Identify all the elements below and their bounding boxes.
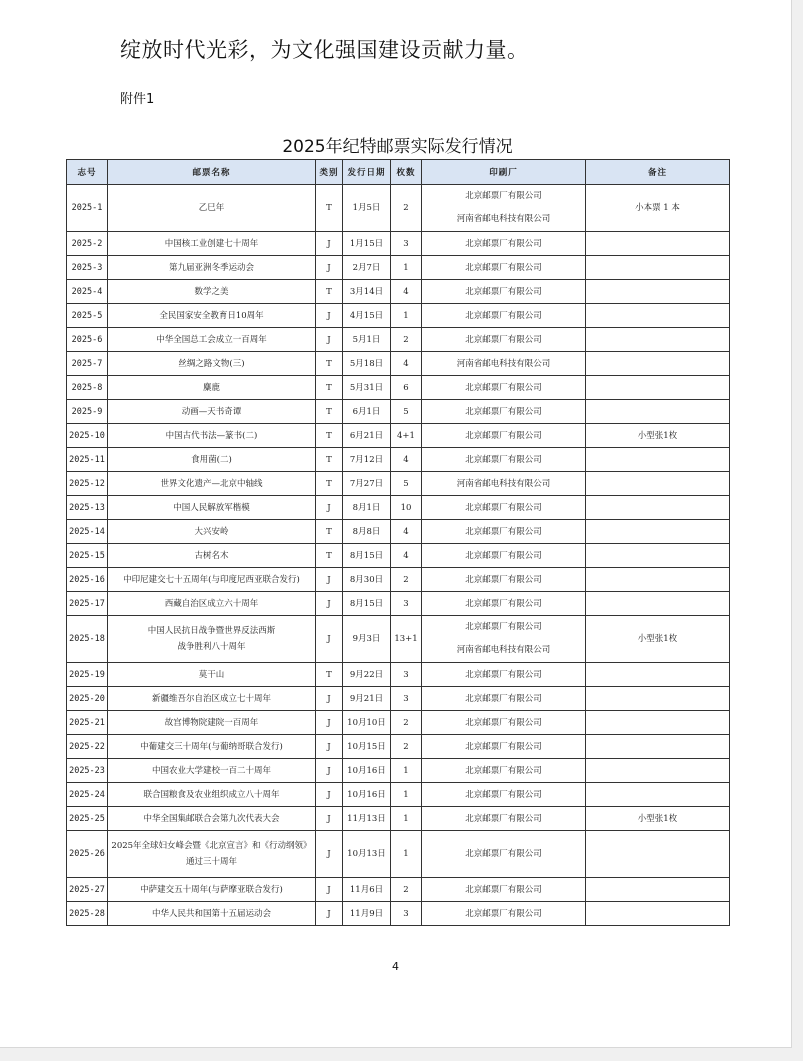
cell-date: 11月13日 — [343, 807, 391, 831]
stamp-issue-table — [66, 159, 730, 926]
stamp-name-line: 通过三十周年 — [185, 857, 237, 867]
table-row — [67, 304, 730, 328]
cell-count: 1 — [391, 304, 422, 328]
cell-date: 7月27日 — [343, 472, 391, 496]
cell-code: 2025-7 — [67, 352, 108, 376]
attachment-label: 附件1 — [120, 92, 155, 107]
cell-note — [586, 520, 730, 544]
printer-line: 北京邮票厂有限公司 — [465, 693, 542, 704]
table-row — [67, 472, 730, 496]
cell-note — [586, 400, 730, 424]
stamp-name-line: 麋鹿 — [202, 382, 220, 393]
cell-category: T — [316, 520, 343, 544]
cell-category: J — [316, 711, 343, 735]
cell-date: 10月10日 — [343, 711, 391, 735]
header-date: 发行日期 — [343, 160, 391, 185]
cell-date: 3月14日 — [343, 280, 391, 304]
header-printer: 印刷厂 — [422, 160, 586, 185]
printer-line: 北京邮票厂有限公司 — [465, 286, 542, 297]
stamp-name-line: 中国核工业创建七十周年 — [164, 238, 259, 249]
stamp-name-line: 故宫博物院建院一百周年 — [164, 717, 259, 728]
cell-code: 2025-24 — [67, 783, 108, 807]
table-row — [67, 592, 730, 616]
cell-note — [586, 759, 730, 783]
cell-name — [108, 496, 316, 520]
cell-printer — [422, 256, 586, 280]
stamp-name-line: 战争胜利八十周年 — [177, 642, 246, 652]
table-row — [67, 448, 730, 472]
cell-date: 1月15日 — [343, 232, 391, 256]
cell-note — [586, 304, 730, 328]
table-row — [67, 400, 730, 424]
cell-count: 1 — [391, 783, 422, 807]
cell-name — [108, 232, 316, 256]
cell-printer — [422, 448, 586, 472]
table-row — [67, 759, 730, 783]
cell-code: 2025-13 — [67, 496, 108, 520]
printer-line: 北京邮票厂有限公司 — [465, 741, 542, 752]
stamp-name-line: 中华全国总工会成立一百周年 — [156, 334, 267, 345]
cell-count: 2 — [391, 878, 422, 902]
cell-category: J — [316, 496, 343, 520]
cell-name — [108, 376, 316, 400]
cell-category: T — [316, 448, 343, 472]
stamp-name-line: 联合国粮食及农业组织成立八十周年 — [143, 789, 280, 800]
cell-category: J — [316, 783, 343, 807]
header-code: 志号 — [67, 160, 108, 185]
stamp-name-line: 古树名木 — [194, 550, 229, 561]
table-row — [67, 735, 730, 759]
cell-date: 9月3日 — [343, 616, 391, 663]
table-row — [67, 807, 730, 831]
cell-category: J — [316, 256, 343, 280]
cell-code: 2025-2 — [67, 232, 108, 256]
cell-code: 2025-14 — [67, 520, 108, 544]
cell-date: 10月15日 — [343, 735, 391, 759]
cell-note — [586, 783, 730, 807]
cell-code: 2025-4 — [67, 280, 108, 304]
cell-note — [586, 663, 730, 687]
cell-name — [108, 328, 316, 352]
cell-date: 8月15日 — [343, 544, 391, 568]
cell-printer — [422, 496, 586, 520]
cell-note — [586, 711, 730, 735]
stamp-name-line: 世界文化遗产—北京中轴线 — [160, 478, 263, 489]
intro-line: 绽放时代光彩，为文化强国建设贡献力量。 — [120, 38, 529, 62]
cell-name — [108, 592, 316, 616]
cell-category: J — [316, 328, 343, 352]
cell-printer — [422, 232, 586, 256]
table-row — [67, 663, 730, 687]
cell-count: 4 — [391, 280, 422, 304]
cell-name — [108, 616, 316, 663]
cell-code: 2025-5 — [67, 304, 108, 328]
cell-note — [586, 472, 730, 496]
cell-printer — [422, 328, 586, 352]
cell-printer — [422, 831, 586, 878]
cell-printer — [422, 759, 586, 783]
cell-code: 2025-9 — [67, 400, 108, 424]
cell-name — [108, 352, 316, 376]
cell-date: 5月31日 — [343, 376, 391, 400]
printer-line: 北京邮票厂有限公司 — [465, 238, 542, 249]
cell-date: 9月22日 — [343, 663, 391, 687]
table-row — [67, 280, 730, 304]
cell-note — [586, 448, 730, 472]
window-scrollbar[interactable] — [793, 0, 803, 1061]
cell-note — [586, 568, 730, 592]
cell-code: 2025-3 — [67, 256, 108, 280]
cell-count: 2 — [391, 711, 422, 735]
printer-line: 北京邮票厂有限公司 — [465, 526, 542, 537]
printer-line: 北京邮票厂有限公司 — [465, 406, 542, 417]
cell-count: 1 — [391, 256, 422, 280]
cell-name — [108, 711, 316, 735]
cell-name — [108, 256, 316, 280]
cell-printer — [422, 735, 586, 759]
cell-name — [108, 472, 316, 496]
cell-count: 2 — [391, 568, 422, 592]
cell-printer — [422, 376, 586, 400]
cell-name — [108, 807, 316, 831]
cell-count: 4 — [391, 352, 422, 376]
cell-code: 2025-11 — [67, 448, 108, 472]
cell-name — [108, 280, 316, 304]
table-body — [67, 185, 730, 926]
printer-line: 河南省邮电科技有限公司 — [456, 358, 551, 369]
cell-printer — [422, 592, 586, 616]
printer-line: 北京邮票厂有限公司 — [465, 669, 542, 680]
cell-count: 10 — [391, 496, 422, 520]
printer-line: 北京邮票厂有限公司 — [465, 813, 542, 824]
printer-line: 河南省邮电科技有限公司 — [456, 214, 551, 224]
table-row — [67, 878, 730, 902]
cell-count: 4 — [391, 544, 422, 568]
cell-date: 1月5日 — [343, 185, 391, 232]
cell-code: 2025-28 — [67, 902, 108, 926]
cell-date: 10月16日 — [343, 783, 391, 807]
cell-count: 3 — [391, 663, 422, 687]
cell-count: 2 — [391, 328, 422, 352]
printer-line: 北京邮票厂有限公司 — [465, 908, 542, 919]
table-row — [67, 831, 730, 878]
cell-note: 小本票 1 本 — [586, 185, 730, 232]
cell-category: T — [316, 185, 343, 232]
cell-count: 1 — [391, 759, 422, 783]
cell-note — [586, 496, 730, 520]
cell-date: 8月30日 — [343, 568, 391, 592]
cell-date: 5月18日 — [343, 352, 391, 376]
cell-category: T — [316, 376, 343, 400]
cell-note — [586, 328, 730, 352]
cell-printer — [422, 400, 586, 424]
cell-name — [108, 878, 316, 902]
header-note: 备注 — [586, 160, 730, 185]
stamp-name-line: 数学之美 — [194, 286, 229, 297]
printer-line: 北京邮票厂有限公司 — [465, 454, 542, 465]
cell-note: 小型张1枚 — [586, 424, 730, 448]
cell-category: T — [316, 352, 343, 376]
stamp-name-line: 丝绸之路文物(三) — [178, 358, 245, 369]
table-row — [67, 902, 730, 926]
cell-note — [586, 376, 730, 400]
cell-note: 小型张1枚 — [586, 616, 730, 663]
cell-category: J — [316, 878, 343, 902]
cell-date: 10月13日 — [343, 831, 391, 878]
printer-line: 北京邮票厂有限公司 — [465, 430, 542, 441]
printer-line: 北京邮票厂有限公司 — [465, 789, 542, 800]
stamp-name-line: 全民国家安全教育日10周年 — [159, 310, 264, 321]
cell-printer — [422, 568, 586, 592]
table-row — [67, 185, 730, 232]
printer-line: 河南省邮电科技有限公司 — [456, 645, 551, 655]
cell-name — [108, 544, 316, 568]
cell-count: 3 — [391, 592, 422, 616]
table-row — [67, 496, 730, 520]
cell-count: 6 — [391, 376, 422, 400]
cell-note — [586, 902, 730, 926]
cell-printer — [422, 280, 586, 304]
cell-printer — [422, 687, 586, 711]
cell-code: 2025-21 — [67, 711, 108, 735]
cell-printer — [422, 472, 586, 496]
table-row — [67, 616, 730, 663]
printer-line: 北京邮票厂有限公司 — [465, 262, 542, 273]
cell-category: J — [316, 568, 343, 592]
cell-date: 2月7日 — [343, 256, 391, 280]
cell-code: 2025-10 — [67, 424, 108, 448]
table-row — [67, 376, 730, 400]
cell-code: 2025-8 — [67, 376, 108, 400]
stamp-name-line: 中印尼建交七十五周年(与印度尼西亚联合发行) — [123, 574, 300, 585]
printer-line: 北京邮票厂有限公司 — [465, 884, 542, 895]
cell-note — [586, 232, 730, 256]
stamp-name-line: 中萨建交五十周年(与萨摩亚联合发行) — [140, 884, 283, 895]
stamp-name-line: 新疆维吾尔自治区成立七十周年 — [151, 693, 271, 704]
cell-date: 7月12日 — [343, 448, 391, 472]
cell-printer — [422, 352, 586, 376]
cell-note — [586, 878, 730, 902]
printer-line: 北京邮票厂有限公司 — [465, 622, 542, 632]
cell-category: J — [316, 232, 343, 256]
cell-count: 2 — [391, 185, 422, 232]
cell-code: 2025-1 — [67, 185, 108, 232]
stamp-name-line: 中葡建交三十周年(与葡纳哥联合发行) — [140, 741, 283, 752]
cell-category: T — [316, 424, 343, 448]
cell-category: T — [316, 400, 343, 424]
header-category: 类别 — [316, 160, 343, 185]
table-row — [67, 544, 730, 568]
cell-code: 2025-18 — [67, 616, 108, 663]
cell-printer — [422, 663, 586, 687]
cell-note: 小型张1枚 — [586, 807, 730, 831]
stamp-name-line: 第九届亚洲冬季运动会 — [168, 262, 254, 273]
table-row — [67, 328, 730, 352]
printer-line: 北京邮票厂有限公司 — [465, 849, 542, 859]
cell-count: 3 — [391, 902, 422, 926]
stamp-name-line: 动画—天书奇谭 — [181, 406, 242, 417]
cell-count: 1 — [391, 831, 422, 878]
cell-category: T — [316, 663, 343, 687]
table-title: 2025年纪特邮票实际发行情况 — [282, 137, 513, 157]
cell-name — [108, 902, 316, 926]
cell-count: 4 — [391, 520, 422, 544]
cell-category: T — [316, 280, 343, 304]
cell-category: J — [316, 735, 343, 759]
cell-count: 4+1 — [391, 424, 422, 448]
cell-code: 2025-27 — [67, 878, 108, 902]
cell-date: 8月1日 — [343, 496, 391, 520]
cell-name — [108, 735, 316, 759]
cell-date: 5月1日 — [343, 328, 391, 352]
cell-date: 9月21日 — [343, 687, 391, 711]
cell-category: J — [316, 304, 343, 328]
cell-name — [108, 759, 316, 783]
cell-name — [108, 400, 316, 424]
cell-category: J — [316, 759, 343, 783]
cell-code: 2025-17 — [67, 592, 108, 616]
cell-name — [108, 687, 316, 711]
printer-line: 北京邮票厂有限公司 — [465, 550, 542, 561]
cell-category: J — [316, 831, 343, 878]
printer-line: 北京邮票厂有限公司 — [465, 191, 542, 201]
cell-name — [108, 663, 316, 687]
cell-name — [108, 185, 316, 232]
cell-note — [586, 592, 730, 616]
cell-date: 11月6日 — [343, 878, 391, 902]
cell-count: 1 — [391, 807, 422, 831]
cell-count: 5 — [391, 400, 422, 424]
cell-note — [586, 735, 730, 759]
printer-line: 北京邮票厂有限公司 — [465, 765, 542, 776]
stamp-name-line: 中国古代书法—篆书(二) — [165, 430, 258, 441]
cell-printer — [422, 185, 586, 232]
table-row — [67, 352, 730, 376]
stamp-name-line: 中国农业大学建校一百二十周年 — [151, 765, 271, 776]
cell-note — [586, 831, 730, 878]
cell-date: 6月1日 — [343, 400, 391, 424]
cell-date: 8月8日 — [343, 520, 391, 544]
stamp-name-line: 大兴安岭 — [194, 526, 229, 537]
cell-printer — [422, 783, 586, 807]
cell-name — [108, 568, 316, 592]
cell-code: 2025-12 — [67, 472, 108, 496]
cell-category: J — [316, 592, 343, 616]
stamp-name-line: 中华全国集邮联合会第九次代表大会 — [143, 813, 280, 824]
cell-printer — [422, 878, 586, 902]
cell-code: 2025-22 — [67, 735, 108, 759]
printer-line: 北京邮票厂有限公司 — [465, 598, 542, 609]
cell-printer — [422, 424, 586, 448]
stamp-name-line: 食用菌(二) — [191, 454, 232, 465]
cell-category: J — [316, 616, 343, 663]
cell-date: 4月15日 — [343, 304, 391, 328]
cell-note — [586, 256, 730, 280]
page-number: 4 — [392, 960, 399, 973]
cell-name — [108, 424, 316, 448]
table-header-row — [67, 160, 730, 185]
cell-count: 3 — [391, 232, 422, 256]
cell-name — [108, 304, 316, 328]
cell-code: 2025-16 — [67, 568, 108, 592]
cell-printer — [422, 616, 586, 663]
header-count: 枚数 — [391, 160, 422, 185]
cell-printer — [422, 807, 586, 831]
stamp-name-line: 乙巳年 — [198, 203, 225, 213]
table-row — [67, 568, 730, 592]
cell-count: 3 — [391, 687, 422, 711]
stamp-name-line: 2025年全球妇女峰会暨《北京宣言》和《行动纲领》 — [111, 841, 312, 851]
stamp-name-line: 中国人民解放军楷模 — [173, 502, 250, 513]
cell-note — [586, 687, 730, 711]
cell-category: J — [316, 902, 343, 926]
cell-code: 2025-19 — [67, 663, 108, 687]
table-row — [67, 424, 730, 448]
table-row — [67, 232, 730, 256]
header-name: 邮票名称 — [108, 160, 316, 185]
printer-line: 北京邮票厂有限公司 — [465, 717, 542, 728]
stamp-name-line: 西藏自治区成立六十周年 — [164, 598, 259, 609]
cell-code: 2025-25 — [67, 807, 108, 831]
stamp-name-line: 中华人民共和国第十五届运动会 — [151, 908, 271, 919]
cell-category: J — [316, 807, 343, 831]
cell-count: 5 — [391, 472, 422, 496]
cell-date: 11月9日 — [343, 902, 391, 926]
cell-count: 2 — [391, 735, 422, 759]
stamp-name-line: 中国人民抗日战争暨世界反法西斯 — [147, 626, 276, 636]
cell-name — [108, 448, 316, 472]
cell-code: 2025-23 — [67, 759, 108, 783]
cell-note — [586, 544, 730, 568]
cell-count: 4 — [391, 448, 422, 472]
cell-note — [586, 352, 730, 376]
printer-line: 北京邮票厂有限公司 — [465, 574, 542, 585]
cell-printer — [422, 902, 586, 926]
cell-code: 2025-15 — [67, 544, 108, 568]
cell-code: 2025-26 — [67, 831, 108, 878]
cell-count: 13+1 — [391, 616, 422, 663]
printer-line: 河南省邮电科技有限公司 — [456, 478, 551, 489]
printer-line: 北京邮票厂有限公司 — [465, 502, 542, 513]
cell-category: T — [316, 544, 343, 568]
printer-line: 北京邮票厂有限公司 — [465, 382, 542, 393]
cell-printer — [422, 544, 586, 568]
printer-line: 北京邮票厂有限公司 — [465, 310, 542, 321]
table-row — [67, 687, 730, 711]
table-row — [67, 256, 730, 280]
cell-printer — [422, 520, 586, 544]
cell-name — [108, 520, 316, 544]
cell-code: 2025-6 — [67, 328, 108, 352]
cell-date: 6月21日 — [343, 424, 391, 448]
cell-code: 2025-20 — [67, 687, 108, 711]
cell-note — [586, 280, 730, 304]
cell-name — [108, 783, 316, 807]
cell-date: 8月15日 — [343, 592, 391, 616]
cell-printer — [422, 711, 586, 735]
table-row — [67, 783, 730, 807]
printer-line: 北京邮票厂有限公司 — [465, 334, 542, 345]
stamp-name-line: 莫干山 — [198, 669, 225, 680]
table-row — [67, 520, 730, 544]
cell-category: J — [316, 687, 343, 711]
cell-category: T — [316, 472, 343, 496]
cell-name — [108, 831, 316, 878]
table-row — [67, 711, 730, 735]
cell-printer — [422, 304, 586, 328]
cell-date: 10月16日 — [343, 759, 391, 783]
